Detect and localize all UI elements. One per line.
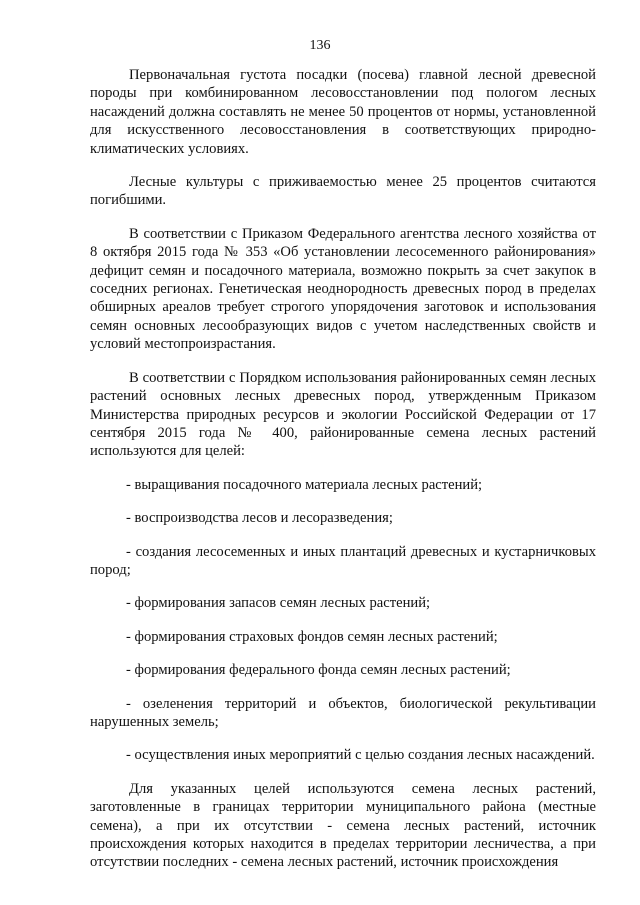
paragraph-seed-usage: Для указанных целей используются семена лесных растений, заготовленные в границах территории муниципального района (местные семена), а при их отсутствии - семена лесных растений, источник происхождения которых находится в пределах территории лесничества, а при отсутствии последних - семена лесных растений, источник происхождения <box>90 780 596 871</box>
paragraph-order-400: В соответствии с Порядком использования районированных семян лесных растений основных лесных древесных пород, утвержденным Приказом Министерства природных ресурсов и экологии Российской Федерации от 17 сентября 2015 года № 400, районированные семена лесных растений используются для целей: <box>90 369 596 460</box>
list-item: - создания лесосеменных и иных плантаций древесных и кустарничковых пород; <box>90 543 596 578</box>
list-item: - осуществления иных мероприятий с целью создания лесных насаждений. <box>126 747 595 764</box>
document-body <box>90 66 596 872</box>
list-item: - формирования страховых фондов семян лесных растений; <box>126 628 498 645</box>
list-item: - воспроизводства лесов и лесоразведения; <box>126 510 393 527</box>
paragraph-initial-density: Первоначальная густота посадки (посева) главной лесной древесной породы при комбинированном лесовосстановлении под пологом лесных насаждений должна составлять не менее 50 процентов от нормы, установленной для искусственного лесовосстановления в соответствующих природно-климатических условиях. <box>90 67 596 157</box>
list-item: - озеленения территорий и объектов, биологической рекультивации нарушенных земель; <box>90 695 596 730</box>
list-item: - формирования федерального фонда семян лесных растений; <box>126 662 511 679</box>
list-item: - выращивания посадочного материала лесных растений; <box>126 476 483 493</box>
paragraph-order-353: В соответствии с Приказом Федерального агентства лесного хозяйства от 8 октября 2015 года № 353 «Об установлении лесосеменного районирования» дефицит семян и посадочного материала, возможно покрыть за счет закупок в соседних регионах. Генетическая неоднородность древесных пород в пределах обширных ареалов требует строгого упорядочения заготовок и использования семян основных лесообразующих видов с учетом наследственных свойств и условий местопроизрастания. <box>90 225 596 353</box>
page-number: 136 <box>309 38 331 53</box>
list-item: - формирования запасов семян лесных растений; <box>126 595 431 612</box>
paragraph-survival-rate: Лесные культуры с приживаемостью менее 25 процентов считаются погибшими. <box>90 174 596 209</box>
